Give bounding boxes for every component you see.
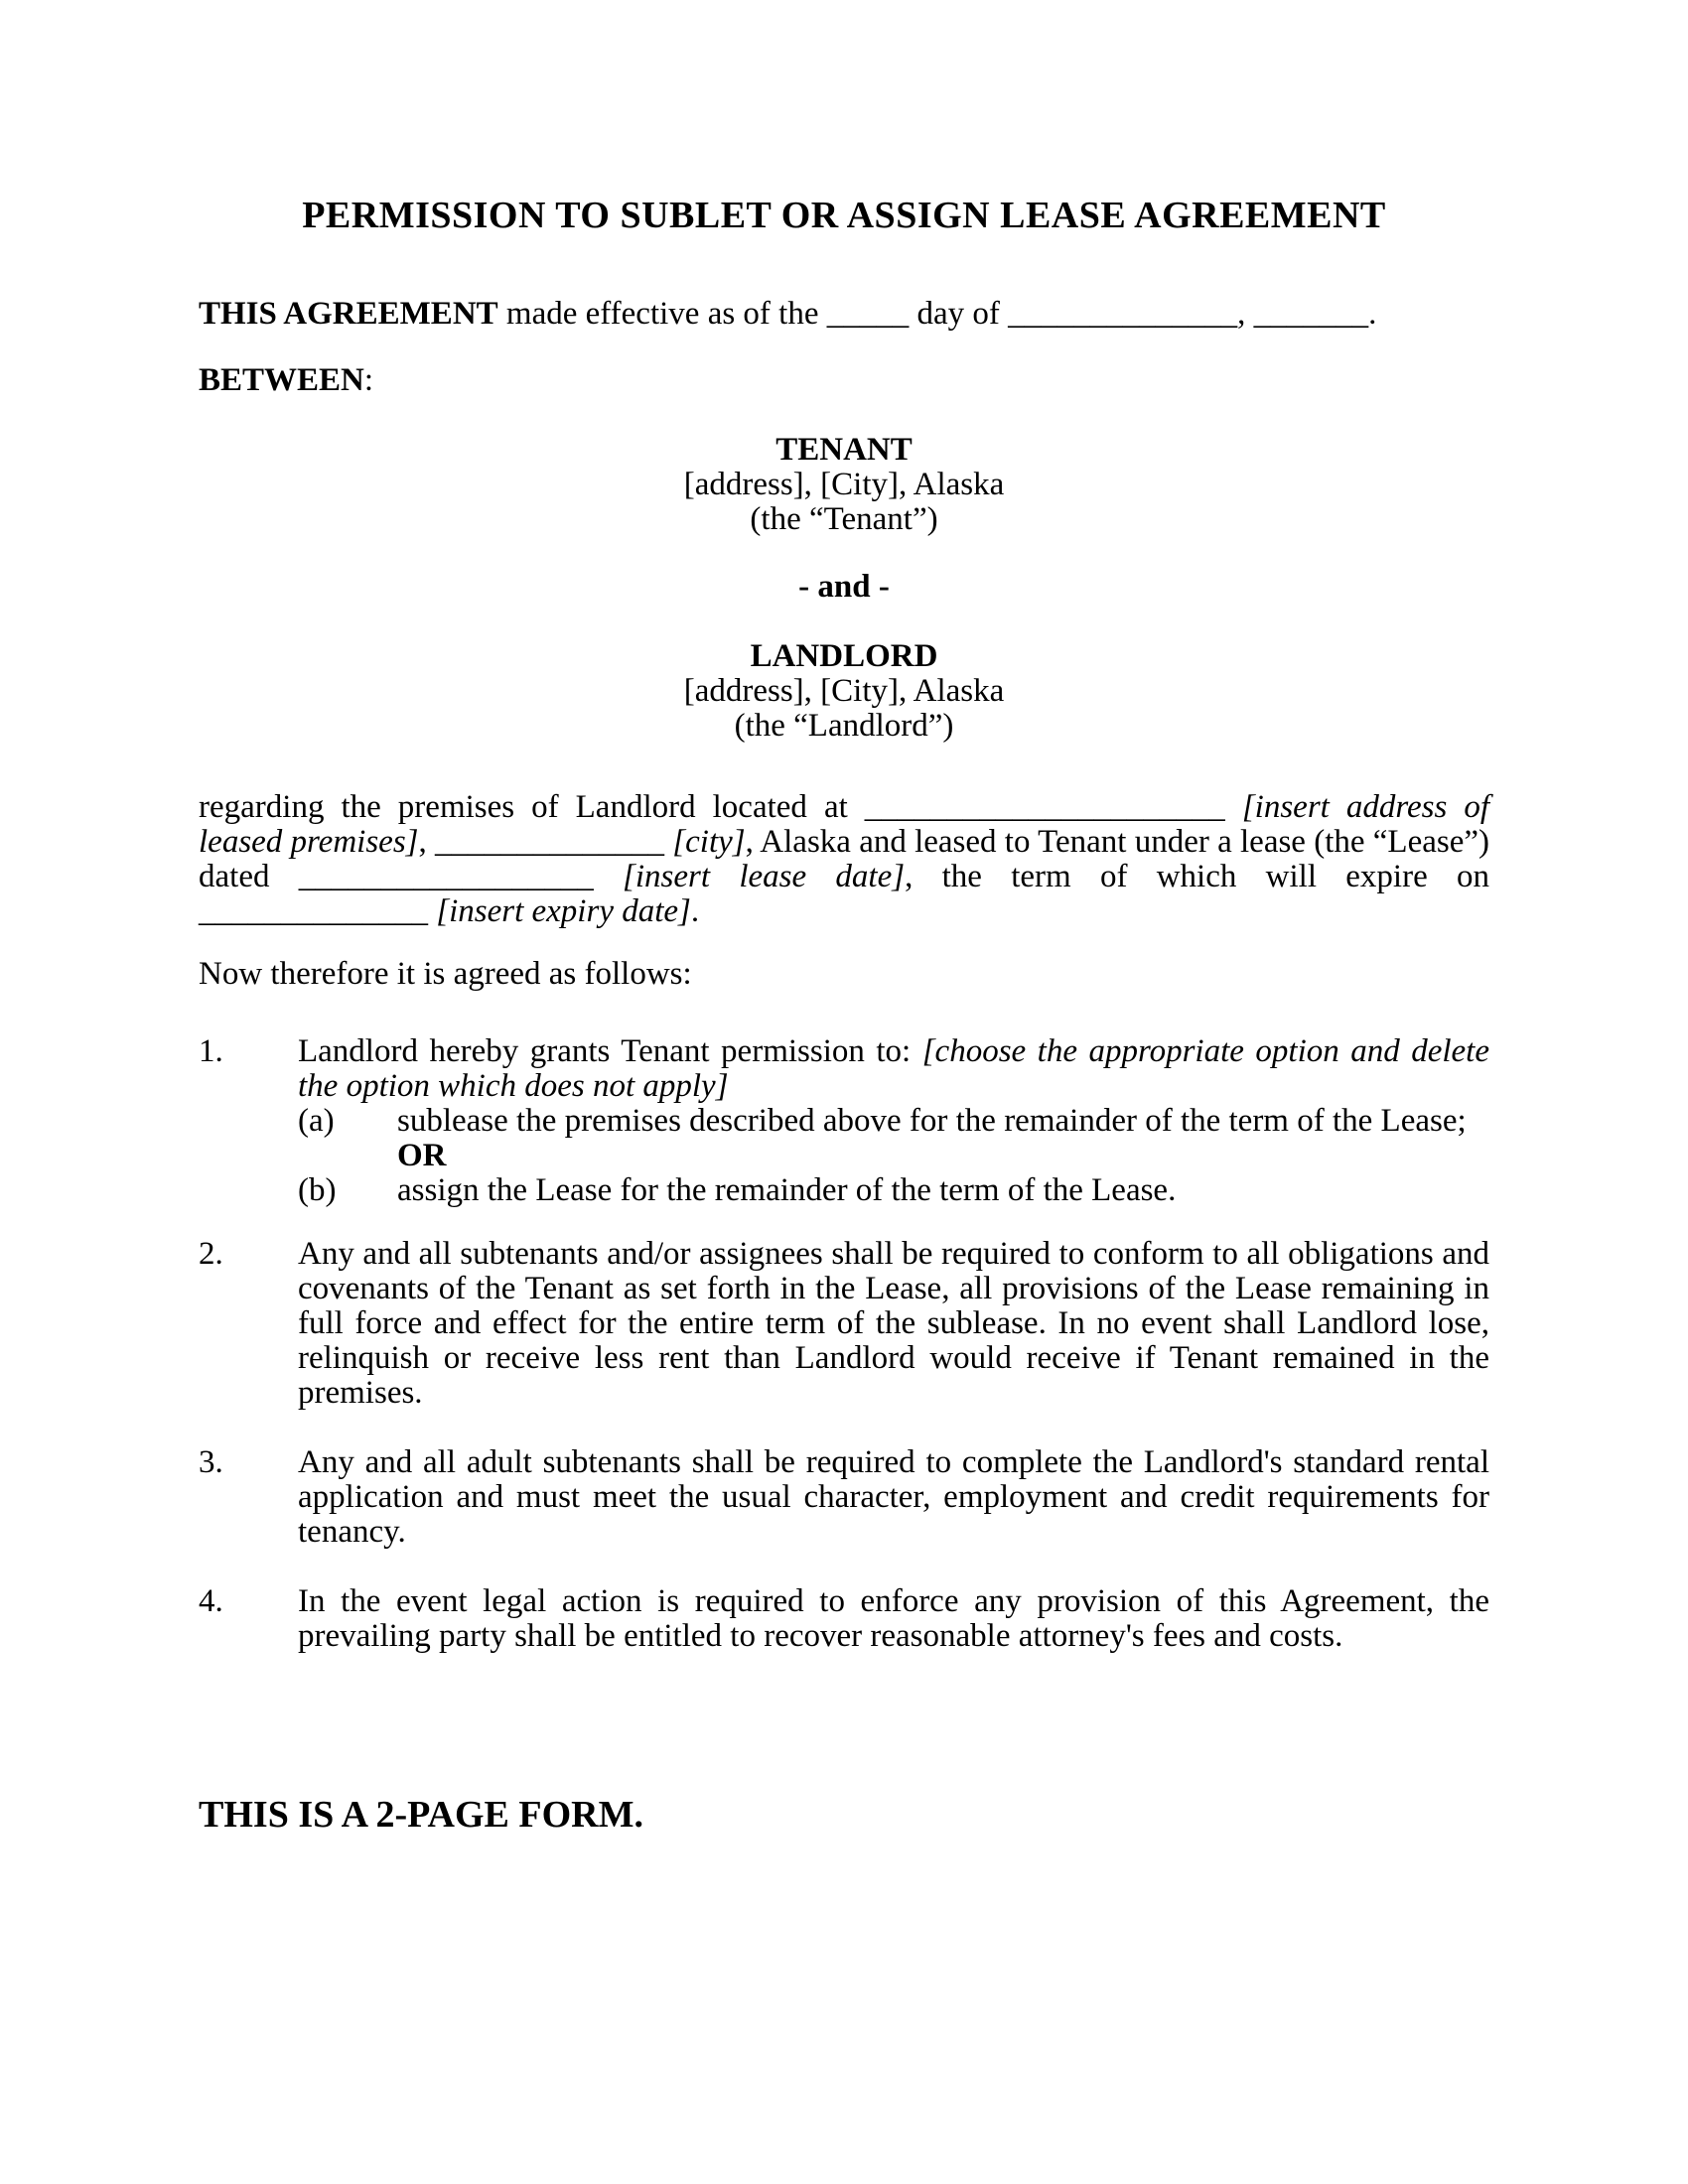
page-count-notice: THIS IS A 2-PAGE FORM. xyxy=(199,1794,643,1836)
item-3-text: Any and all adult subtenants shall be required to complete the Landlord's standard rental application and must meet the usual character, employment and credit requirements for tenancy. xyxy=(298,1444,1489,1550)
tenant-party-block xyxy=(199,433,1489,537)
landlord-name: LANDLORD xyxy=(750,638,938,674)
sub-item-b xyxy=(298,1173,1489,1208)
intro-bold-run: THIS AGREEMENT xyxy=(199,296,498,332)
agreement-item-1 xyxy=(199,1034,1489,1208)
between-label: BETWEEN xyxy=(199,362,364,398)
premises-run-city-blank: , ______________ xyxy=(418,824,673,860)
sub-item-b-label: (b) xyxy=(298,1172,337,1208)
premises-run-lease: , Alaska and leased to Tenant under a lease (the “Lease”) dated __________________ xyxy=(199,824,1489,894)
premises-run-period: . xyxy=(690,893,700,929)
placeholder-address: [insert address of leased premises] xyxy=(199,789,1489,860)
sub-item-b-text: assign the Lease for the remainder of the term of the Lease. xyxy=(397,1172,1177,1208)
intro-text-run: made effective as of the _____ day of ______________, _______. xyxy=(497,296,1377,332)
and-separator: - and - xyxy=(798,569,890,605)
between-colon: : xyxy=(363,362,374,398)
premises-run-text: regarding the premises of Landlord located at ______________________ xyxy=(199,789,1242,825)
placeholder-expiry-date: [insert expiry date] xyxy=(436,893,691,929)
now-therefore-paragraph: Now therefore it is agreed as follows: xyxy=(199,956,692,992)
between-paragraph xyxy=(199,363,1489,398)
item-3-number: 3. xyxy=(199,1444,223,1480)
item-2-text: Any and all subtenants and/or assignees shall be required to conform to all obligations and covenants of the Tenant as set forth in the Lease, all provisions of the Lease remaining in full force and effect for the entire term of the sublease. In no event shall Landlord lose, relinquish or receive less rent than Landlord would receive if Tenant remained in the premises. xyxy=(298,1236,1489,1411)
item-4-text: In the event legal action is required to enforce any provision of this Agreement, the prevailing party shall be entitled to recover reasonable attorney's fees and costs. xyxy=(298,1583,1489,1654)
item-1-number: 1. xyxy=(199,1033,223,1069)
sub-item-a-or: OR xyxy=(397,1138,447,1173)
agreement-item-3 xyxy=(199,1445,1489,1550)
placeholder-city: [city] xyxy=(672,824,746,860)
premises-paragraph xyxy=(199,790,1489,929)
item-1-run-text: Landlord hereby grants Tenant permission to: xyxy=(298,1033,922,1069)
landlord-alias: (the “Landlord”) xyxy=(734,708,954,744)
sub-item-a-run-text: sublease the premises described above for the remainder of the term of the Lease; xyxy=(397,1103,1467,1139)
landlord-address: [address], [City], Alaska xyxy=(683,673,1005,709)
item-2-number: 2. xyxy=(199,1236,223,1272)
landlord-party-block xyxy=(199,639,1489,744)
sub-item-a xyxy=(298,1104,1489,1173)
intro-paragraph xyxy=(199,297,1489,332)
document-title: PERMISSION TO SUBLET OR ASSIGN LEASE AGREEMENT xyxy=(302,195,1386,236)
tenant-address: [address], [City], Alaska xyxy=(683,467,1005,502)
agreement-item-2 xyxy=(199,1237,1489,1411)
agreement-item-4 xyxy=(199,1584,1489,1654)
premises-run-expire: , the term of which will expire on ______________ xyxy=(199,859,1490,929)
tenant-alias: (the “Tenant”) xyxy=(750,501,938,537)
placeholder-lease-date: [insert lease date] xyxy=(623,859,906,894)
tenant-name: TENANT xyxy=(775,432,913,468)
item-4-number: 4. xyxy=(199,1583,223,1619)
placeholder-choose-option: [choose the appropriate option and delete the option which does not apply] xyxy=(298,1033,1489,1104)
item-1-text xyxy=(298,1034,1489,1104)
sub-item-a-text xyxy=(397,1104,1489,1173)
sub-item-a-label: (a) xyxy=(298,1103,335,1139)
